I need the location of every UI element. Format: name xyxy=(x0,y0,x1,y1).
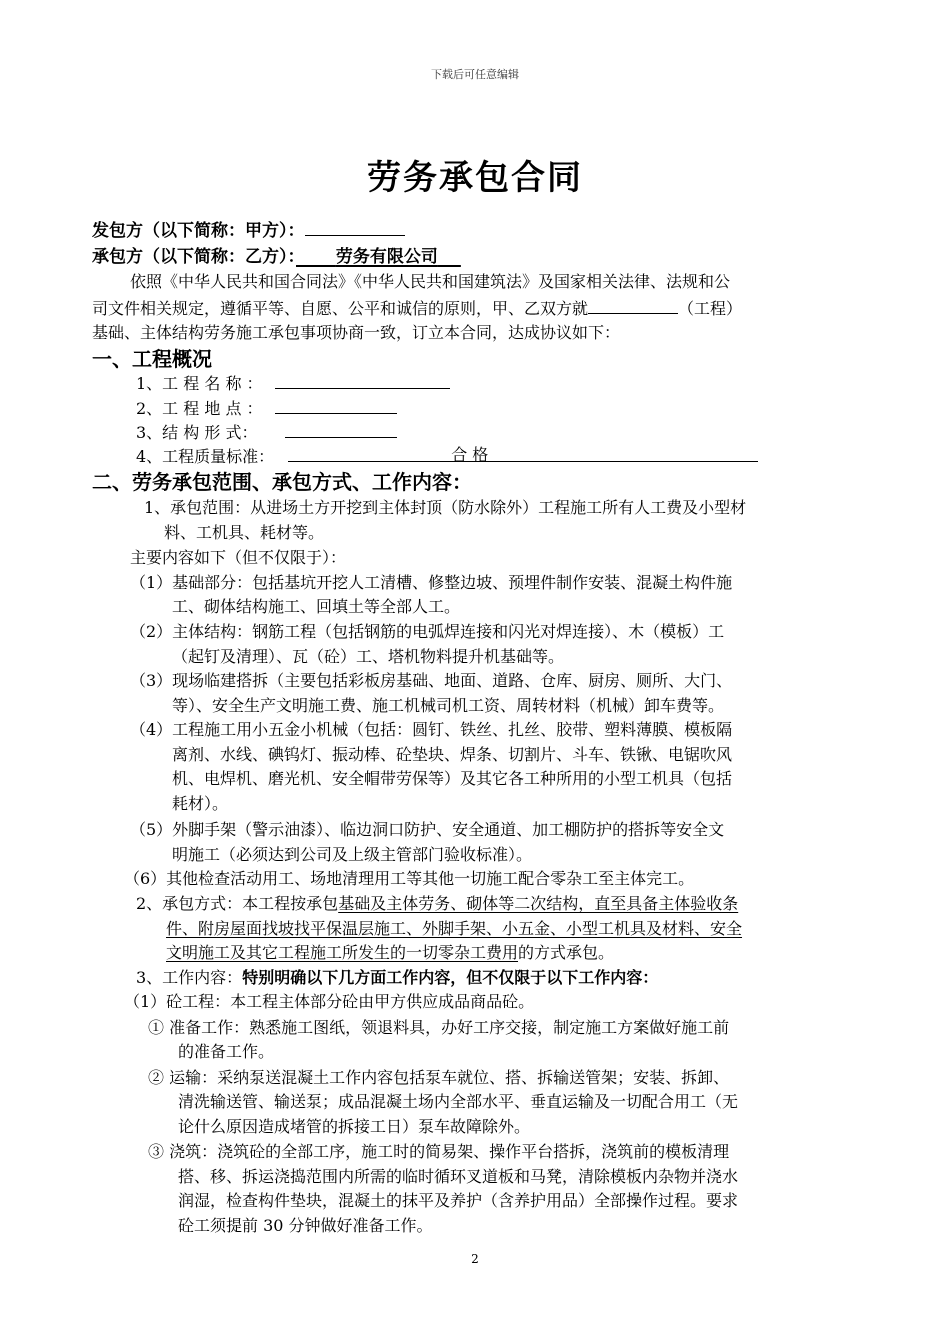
structure-type-blank xyxy=(285,419,397,438)
intro-line-3: 基础、主体结构劳务施工承包事项协商一致，订立本合同，达成协议如下： xyxy=(92,323,621,342)
prep-work-line-1: ① 准备工作：熟悉施工图纸，领退料具，办好工序交接，制定施工方案做好施工前 xyxy=(148,1018,730,1037)
page-number: 2 xyxy=(471,1252,479,1266)
contract-mode-line-2: 件、附房屋面找坡找平保温层施工、外脚手架、小五金、小型工机具及材料、安全 xyxy=(166,919,743,938)
item-2-line-1: （2）主体结构：钢筋工程（包括钢筋的电弧焊连接和闪光对焊连接）、木（模板）工 xyxy=(130,622,725,641)
intro-line-2: 司文件相关规定，遵循平等、自愿、公平和诚信的原则，甲、乙双方就 （工程） xyxy=(92,295,742,319)
transport-line-2: 清洗输送管、输送泵；成品混凝土场内全部水平、垂直运输及一切配合用工（无 xyxy=(178,1092,739,1111)
item-3-line-1: （3）现场临建搭拆（主要包括彩板房基础、地面、道路、仓库、厨房、厕所、大门、 xyxy=(130,671,733,690)
structure-type-field: 3、结 构 形 式： xyxy=(136,419,397,443)
party-b-line xyxy=(92,242,461,267)
item-4-line-3: 机、电焊机、磨光机、安全帽带劳保等）及其它各工种所用的小型工机具（包括 xyxy=(172,769,733,788)
quality-standard-value: 合 格 xyxy=(451,445,489,464)
pouring-line-4: 砼工须提前 30 分钟做好准备工作。 xyxy=(178,1216,433,1235)
item-6-line: （6）其他检查活动用工、场地清理用工等其他一切施工配合零杂工至主体完工。 xyxy=(124,869,695,888)
contract-mode-line-3: 文明施工及其它工程施工所发生的一切零杂工费用的方式承包。 xyxy=(166,943,615,962)
transport-line-3: 论什么原因造成堵管的拆接工日）泵车故障除外。 xyxy=(178,1117,531,1136)
party-b-name: 劳务有限公司 xyxy=(335,247,438,267)
contract-mode-line-1: 2、承包方式：本工程按承包基础及主体劳务、砌体等二次结构，直至具备主体验收条 xyxy=(136,894,739,913)
project-blank xyxy=(588,295,678,314)
item-4-line-2: 离剂、水线、碘钨灯、振动棒、砼垫块、焊条、切割片、斗车、铁锹、电锯吹风 xyxy=(172,745,733,764)
party-a-blank xyxy=(305,217,405,236)
section-1-heading: 一、工程概况 xyxy=(92,347,212,371)
project-name-blank xyxy=(275,370,450,389)
scope-line-1: 1、承包范围：从进场土方开挖到主体封顶（防水除外）工程施工所有人工费及小型材 xyxy=(144,498,747,517)
document-title: 劳务承包合同 xyxy=(367,158,583,198)
item-4-line-4: 耗材）。 xyxy=(172,794,229,813)
concrete-work-line: （1）砼工程：本工程主体部分砼由甲方供应成品商品砼。 xyxy=(124,992,535,1011)
project-location-field: 2、工 程 地 点 ： xyxy=(136,395,397,419)
scope-line-2: 料、工机具、耗材等。 xyxy=(164,523,325,542)
section-2-heading: 二、劳务承包范围、承包方式、工作内容： xyxy=(92,470,472,494)
quality-standard-field: 4、工程质量标准： 合 格 xyxy=(136,443,758,467)
item-5-line-2: 明施工（必须达到公司及上级主管部门验收标准）。 xyxy=(172,845,533,864)
project-name-field: 1、工 程 名 称 ： xyxy=(136,370,450,394)
quality-standard-value-line xyxy=(288,443,758,462)
party-b-label: 承包方（以下简称：乙方）： xyxy=(92,247,296,267)
intro-line-1: 依照《中华人民共和国合同法》《中华人民共和国建筑法》及国家相关法律、法规和公 xyxy=(130,272,731,291)
item-4-line-1: （4）工程施工用小五金小机械（包括：圆钉、铁丝、扎丝、胶带、塑料薄膜、模板隔 xyxy=(130,720,733,739)
main-content-intro: 主要内容如下（但不仅限于）： xyxy=(130,548,347,567)
pouring-line-3: 润湿，检查构件垫块，混凝土的抹平及养护（含养护用品）全部操作过程。要求 xyxy=(178,1191,739,1210)
project-location-blank xyxy=(275,395,397,414)
pouring-line-2: 搭、移、拆运浇捣范围内所需的临时循环叉道板和马凳，清除模板内杂物并浇水 xyxy=(178,1167,739,1186)
party-a-line xyxy=(92,216,405,241)
prep-work-line-2: 的准备工作。 xyxy=(178,1042,275,1061)
item-2-line-2: （起钉及清理）、瓦（砼）工、塔机物料提升机基础等。 xyxy=(172,647,565,666)
header-note: 下载后可任意编辑 xyxy=(431,68,519,81)
item-3-line-2: 等）、安全生产文明施工费、施工机械司机工资、周转材料（机械）卸车费等。 xyxy=(172,696,725,715)
pouring-line-1: ③ 浇筑：浇筑砼的全部工序，施工时的简易架、操作平台搭拆，浇筑前的模板清理 xyxy=(148,1142,730,1161)
item-5-line-1: （5）外脚手架（警示油漆）、临边洞口防护、安全通道、加工棚防护的搭拆等安全文 xyxy=(130,820,725,839)
item-1-line-2: 工、砌体结构施工、回填土等全部人工。 xyxy=(172,597,461,616)
party-a-label: 发包方（以下简称：甲方）： xyxy=(92,221,305,241)
transport-line-1: ② 运输：采纳泵送混凝土工作内容包括泵车就位、搭、拆输送管架；安装、拆卸、 xyxy=(148,1068,730,1087)
work-content-line: 3、工作内容：特别明确以下几方面工作内容，但不仅限于以下工作内容： xyxy=(136,968,659,987)
item-1-line-1: （1）基础部分：包括基坑开挖人工清槽、修整边坡、预埋件制作安装、混凝土构件施 xyxy=(130,573,733,592)
